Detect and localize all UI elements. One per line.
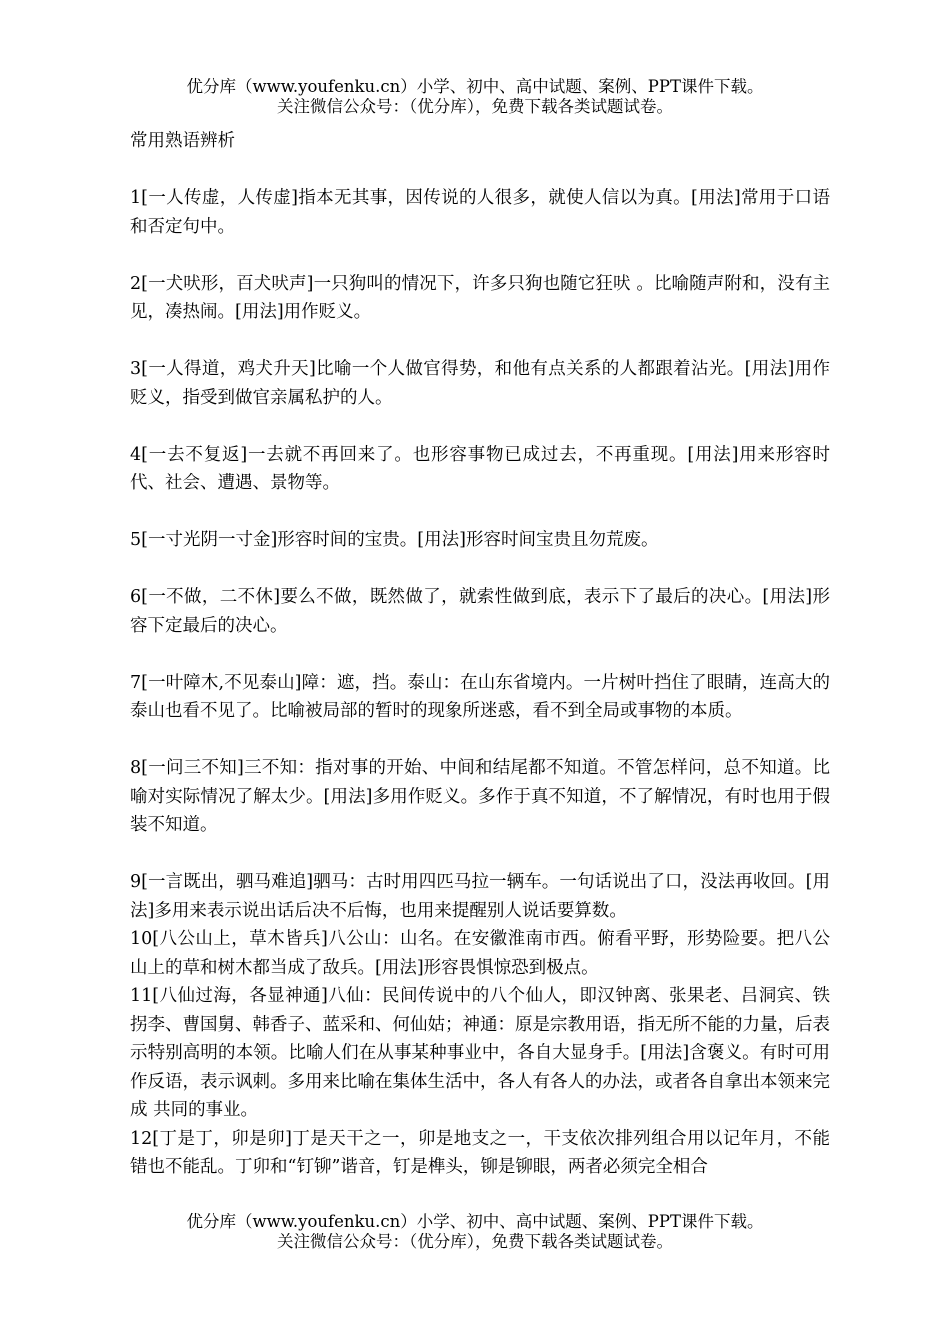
idiom-entry-3: 3[一人得道，鸡犬升天]比喻一个人做官得势，和他有点关系的人都跟着沾光。[用法]用作贬义，指受到做官亲属私护的人。 <box>130 359 830 408</box>
idiom-entry-7: 7[一叶障木,不见泰山]障：遮，挡。泰山：在山东省境内。一片树叶挡住了眼睛，连高大的泰山也看不见了。比喻被局部的暂时的现象所迷惑，看不到全局或事物的本质。 <box>130 672 830 721</box>
idiom-entry-10: 10[八公山上，草木皆兵]八公山：山名。在安徽淮南市西。俯看平野，形势险要。把八公山上的草和树木都当成了敌兵。[用法]形容畏惧惊恐到极点。 <box>130 929 830 978</box>
footer-line-1: 优分库（www.youfenku.cn）小学、初中、高中试题、案例、PPT课件下载。 <box>186 1212 764 1231</box>
idiom-entry-4: 4[一去不复返]一去就不再回来了。也形容事物已成过去，不再重现。[用法]用来形容时代、社会、遭遇、景物等。 <box>130 444 830 493</box>
footer-line-2: 关注微信公众号：（优分库），免费下载各类试题试卷。 <box>277 1232 673 1251</box>
idiom-entry-11: 11[八仙过海，各显神通]八仙：民间传说中的八个仙人，即汉钟离、张果老、吕洞宾、铁拐李、曹国舅、韩香子、蓝采和、何仙姑；神通：原是宗教用语，指无所不能的力量，后表示特别高明的本领。比喻人们在从事某种事业中，各自大显身手。[用法]含褒义。有时可用作反语，表示讽刺。多用来比喻在集体生活中，各人有各人的办法，或者各自拿出本领来完成 共同的事业。 <box>130 986 830 1120</box>
document-body <box>130 127 830 1182</box>
idiom-entry-6: 6[一不做，二不休]要么不做，既然做了，就索性做到底，表示下了最后的决心。[用法]形容下定最后的决心。 <box>130 587 830 636</box>
idiom-entry-5: 5[一寸光阴一寸金]形容时间的宝贵。[用法]形容时间宝贵且勿荒废。 <box>130 530 659 550</box>
idiom-entry-8: 8[一问三不知]三不知：指对事的开始、中间和结尾都不知道。不管怎样问，总不知道。比喻对实际情况了解太少。[用法]多用作贬义。多作于真不知道，不了解情况，有时也用于假装不知道。 <box>130 758 830 835</box>
idiom-entry-2: 2[一犬吠形，百犬吠声]一只狗叫的情况下，许多只狗也随它狂吠 。比喻随声附和，没有主见，凑热闹。[用法]用作贬义。 <box>130 273 830 322</box>
page-footer <box>0 1212 950 1252</box>
idiom-entry-1: 1[一人传虚，人传虚]指本无其事，因传说的人很多，就使人信以为真。[用法]常用于口语和否定句中。 <box>130 188 830 237</box>
idiom-entry-12: 12[丁是丁，卯是卯]丁是天干之一，卯是地支之一，干支依次排列组合用以记年月，不能错也不能乱。丁卯和“钉铆”谐音，钉是榫头，铆是铆眼，两者必须完全相合 <box>130 1128 830 1177</box>
idiom-entry-9: 9[一言既出，驷马难追]驷马：古时用四匹马拉一辆车。一句话说出了口，没法再收回。[用法]多用来表示说出话后决不后悔，也用来提醒别人说话要算数。 <box>130 872 830 921</box>
document-title: 常用熟语辨析 <box>130 131 235 151</box>
header-line-2: 关注微信公众号：（优分库），免费下载各类试题试卷。 <box>277 97 673 116</box>
page-header <box>0 77 950 117</box>
header-line-1: 优分库（www.youfenku.cn）小学、初中、高中试题、案例、PPT课件下载。 <box>186 77 764 96</box>
